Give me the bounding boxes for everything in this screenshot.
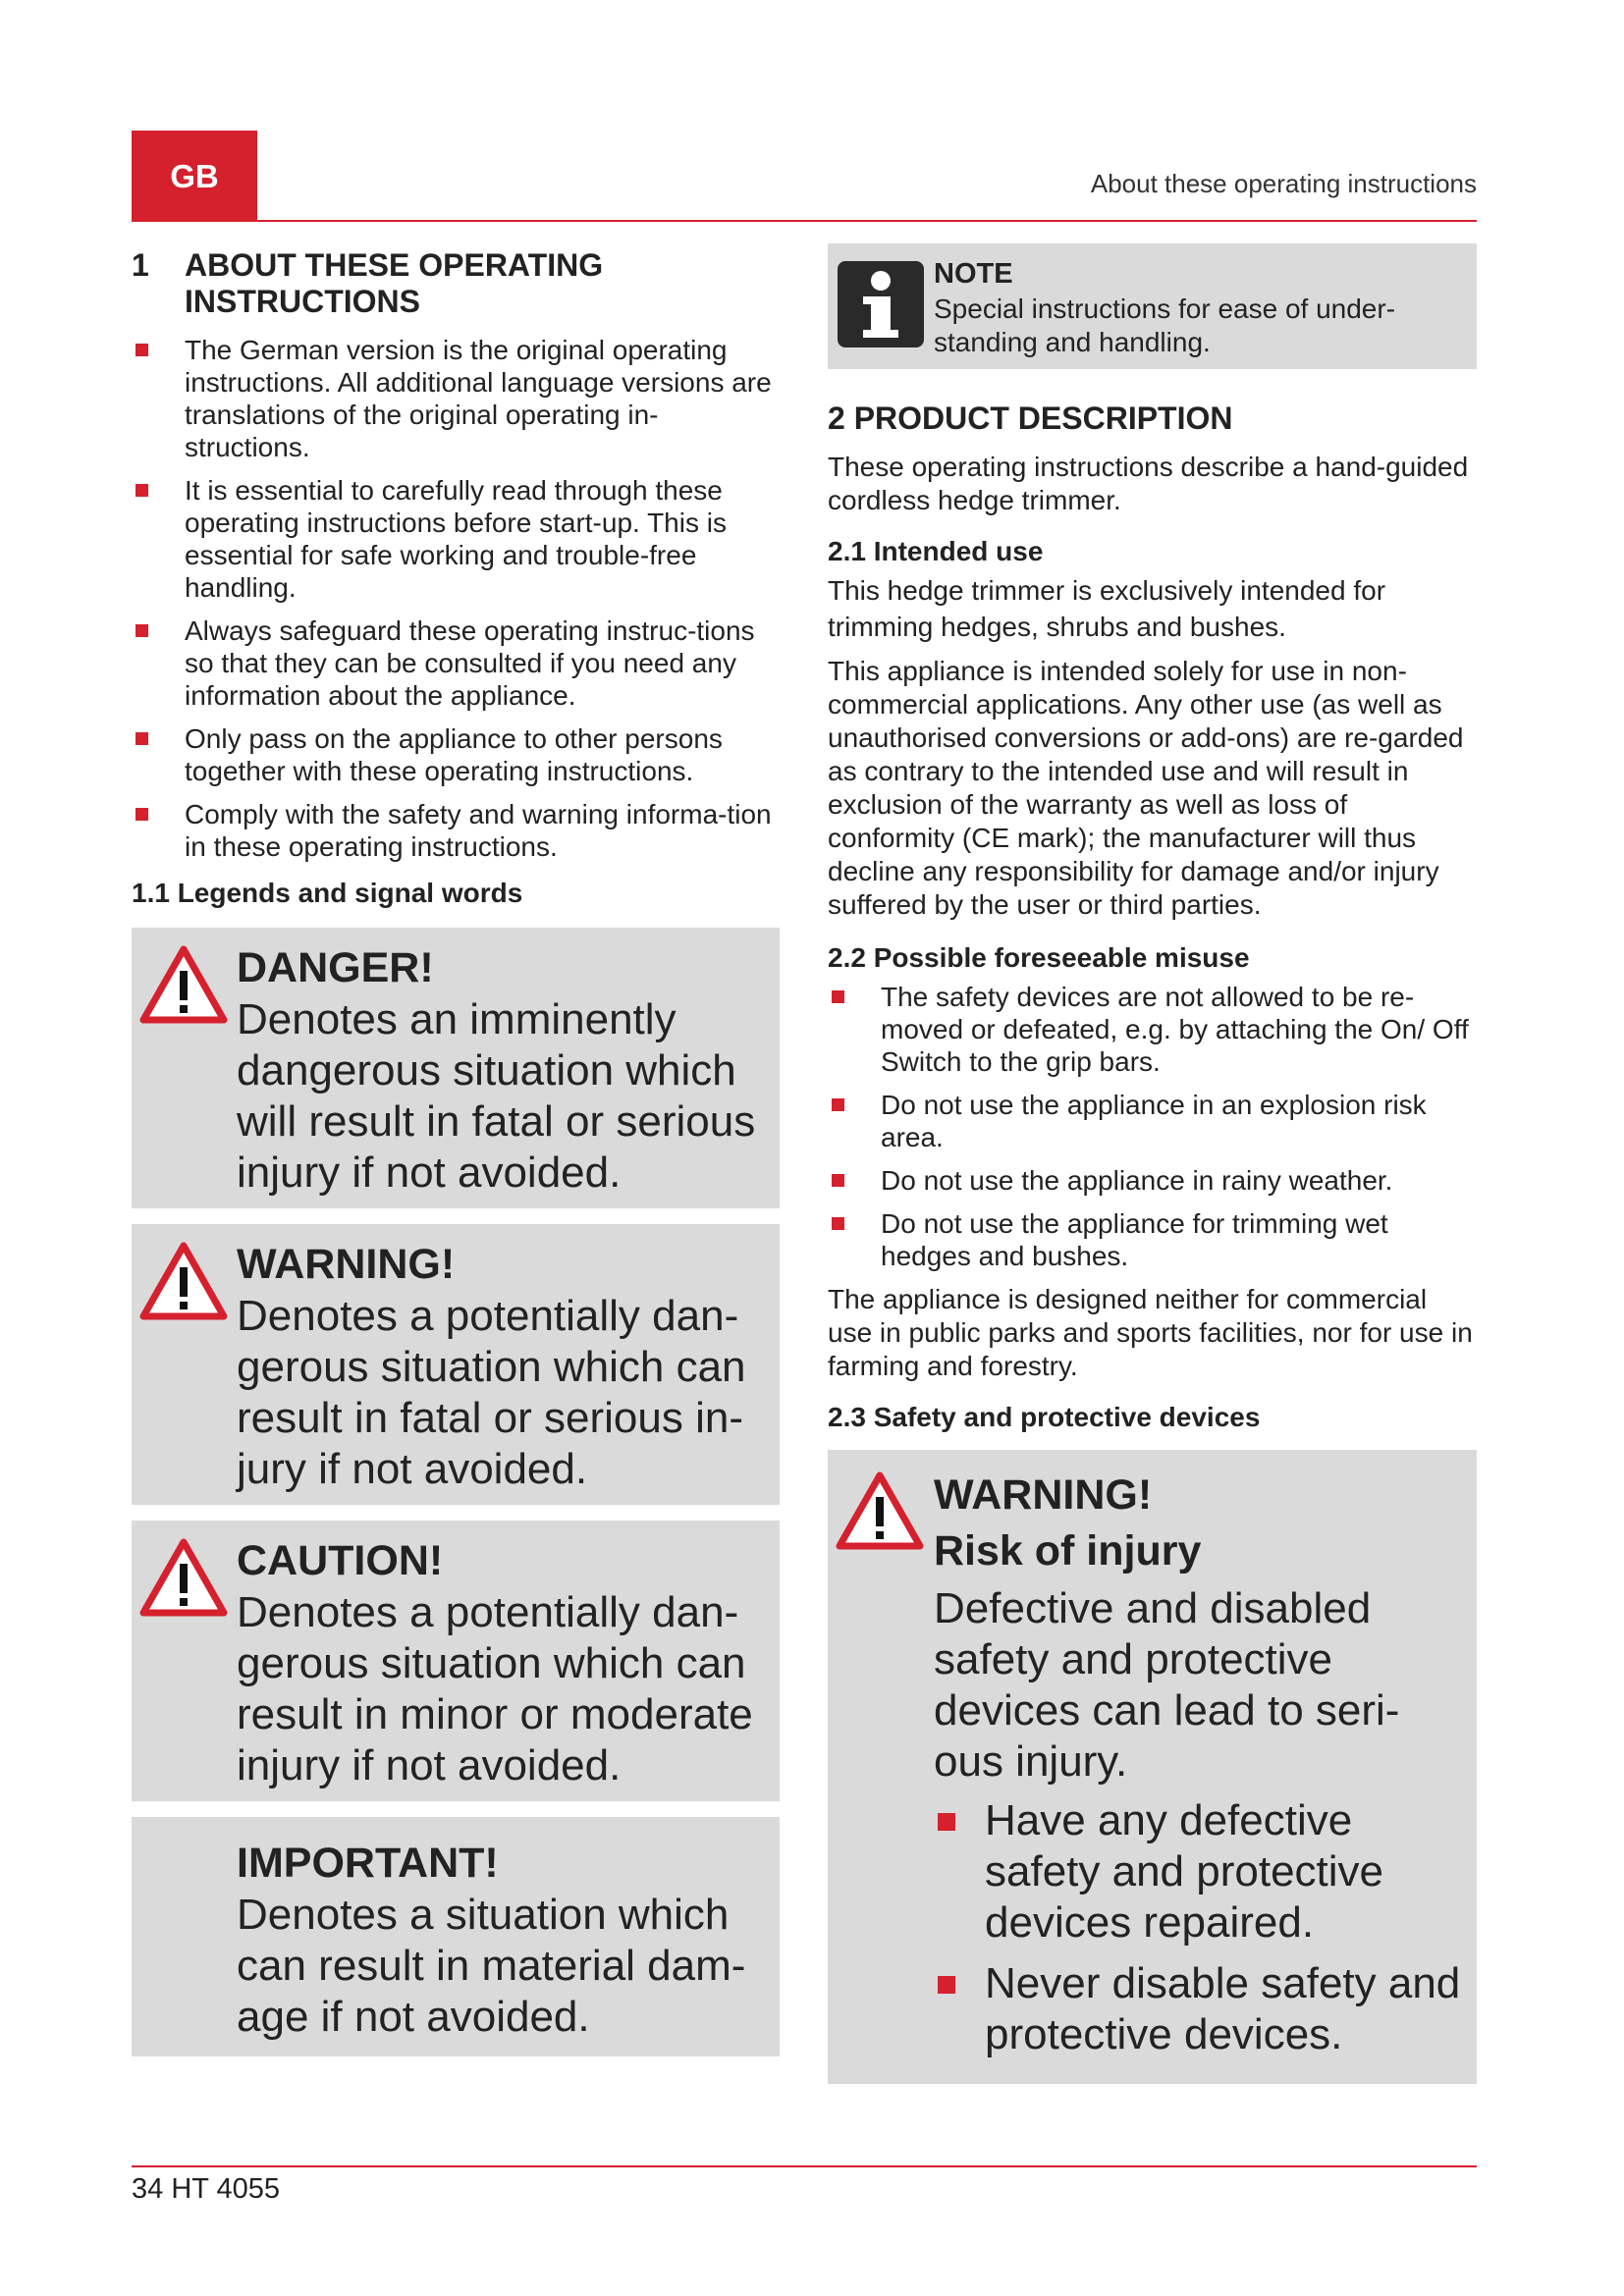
danger-signal-word: DANGER! — [237, 944, 434, 991]
important-signal-word: IMPORTANT! — [237, 1840, 499, 1887]
warning-triangle-icon — [139, 1242, 228, 1320]
bullet-square-icon — [135, 624, 148, 637]
running-header: About these operating instructions — [1090, 169, 1477, 198]
page-number: 34 HT 4055 — [132, 2173, 281, 2205]
section-2-1-heading: 2.1 Intended use — [828, 536, 1044, 566]
important-description: Denotes a situation which can result in material dam-age if not avoided. — [237, 1891, 746, 2041]
note-signal-word: NOTE — [934, 258, 1013, 290]
section-2-1-paragraph-2: This appliance is intended solely for use in non-commercial applications. Any other use (as well as unauthorised conversions or add-ons) are re-garded as contrary to the intended use and will result in exclusion of the warranty as well as loss of conformity (CE mark); the manufacturer will thus decline any responsibility for damage and/or injury suffered by the user or third parties. — [828, 656, 1464, 920]
caution-description: Denotes a potentially dan-gerous situation which can result in minor or moderate injury if not avoided. — [237, 1588, 753, 1789]
footer-rule — [132, 2165, 1477, 2167]
section-2-1-paragraph-1: This hedge trimmer is exclusively intended for trimming hedges, shrubs and bushes. — [828, 575, 1386, 642]
info-icon — [838, 261, 924, 347]
right-column — [828, 243, 1477, 2100]
danger-description: Denotes an imminently dangerous situation which will result in fatal or serious injury if not avoided. — [237, 995, 756, 1197]
list-item: Always safeguard these operating instruc-tions so that they can be consulted if you need any information about the appliance. — [132, 614, 780, 712]
important-box — [132, 1817, 780, 2056]
bullet-square-icon — [938, 1976, 955, 1994]
bullet-square-icon — [832, 1174, 844, 1187]
section-2-2-heading: 2.2 Possible foreseeable misuse — [828, 942, 1250, 973]
bullet-square-icon — [832, 1098, 844, 1111]
bullet-square-icon — [135, 732, 148, 745]
list-item: Do not use the appliance in rainy weather. — [828, 1164, 1477, 1197]
section-2-title: PRODUCT DESCRIPTION — [853, 400, 1233, 436]
bullet-square-icon — [135, 484, 148, 497]
section-1-bullets — [132, 334, 780, 863]
bullet-square-icon — [938, 1813, 955, 1831]
warning-box — [132, 1224, 780, 1505]
section-1-heading — [132, 247, 780, 320]
list-item: Do not use the appliance for trimming wet hedges and bushes. — [828, 1207, 1477, 1272]
language-tab — [132, 131, 257, 222]
list-item: Never disable safety and protective devices. — [934, 1958, 1463, 2060]
danger-box — [132, 928, 780, 1208]
left-column — [132, 247, 780, 2072]
list-item: The German version is the original operating instructions. All additional language versions are translations of the original operating in-structions. — [132, 334, 780, 463]
list-item: Have any defective safety and protective devices repaired. — [934, 1795, 1463, 1949]
bullet-square-icon — [832, 990, 844, 1003]
warning-signal-word: WARNING! — [934, 1471, 1153, 1519]
warning-triangle-icon — [139, 945, 228, 1024]
section-1-number: 1 — [132, 247, 149, 283]
warning-triangle-icon — [139, 1538, 228, 1617]
header-rule — [132, 220, 1477, 222]
section-2-heading — [828, 400, 1477, 437]
warning-triangle-icon — [836, 1471, 924, 1550]
risk-of-injury-bullets — [934, 1795, 1463, 2060]
list-item: Do not use the appliance in an explosion risk area. — [828, 1089, 1477, 1153]
section-2-2-bullets — [828, 981, 1477, 1272]
risk-of-injury-title: Risk of injury — [934, 1527, 1202, 1575]
risk-of-injury-description: Defective and disabled safety and protective devices can lead to seri-ous injury. — [934, 1584, 1400, 1786]
language-label: GB — [170, 157, 219, 194]
list-item: Only pass on the appliance to other persons together with these operating instructions. — [132, 722, 780, 787]
section-2-intro: These operating instructions describe a hand-guided cordless hedge trimmer. — [828, 452, 1469, 515]
caution-box — [132, 1521, 780, 1801]
warning-description: Denotes a potentially dan-gerous situation which can result in fatal or serious in-jury if not avoided. — [237, 1292, 746, 1493]
caution-signal-word: CAUTION! — [237, 1537, 444, 1584]
bullet-square-icon — [135, 808, 148, 821]
list-item: The safety devices are not allowed to be re-moved or defeated, e.g. by attaching the On/ Off Switch to the grip bars. — [828, 981, 1477, 1078]
risk-of-injury-warning-box — [828, 1450, 1477, 2084]
section-1-title: ABOUT THESE OPERATING INSTRUCTIONS — [185, 247, 604, 319]
warning-signal-word: WARNING! — [237, 1241, 456, 1288]
list-item: It is essential to carefully read through these operating instructions before start-up. This is essential for safe working and trouble-free handling. — [132, 474, 780, 604]
section-2-2-paragraph: The appliance is designed neither for commercial use in public parks and sports facilities, nor for use in farming and forestry. — [828, 1284, 1473, 1381]
section-2-number: 2 — [828, 400, 845, 436]
section-1-1-heading: 1.1 Legends and signal words — [132, 878, 523, 908]
bullet-square-icon — [135, 344, 148, 356]
bullet-square-icon — [832, 1217, 844, 1230]
section-2-3-heading: 2.3 Safety and protective devices — [828, 1402, 1261, 1432]
note-description: Special instructions for ease of under-standing and handling. — [934, 294, 1396, 357]
note-box — [828, 243, 1477, 369]
list-item: Comply with the safety and warning informa-tion in these operating instructions. — [132, 798, 780, 863]
